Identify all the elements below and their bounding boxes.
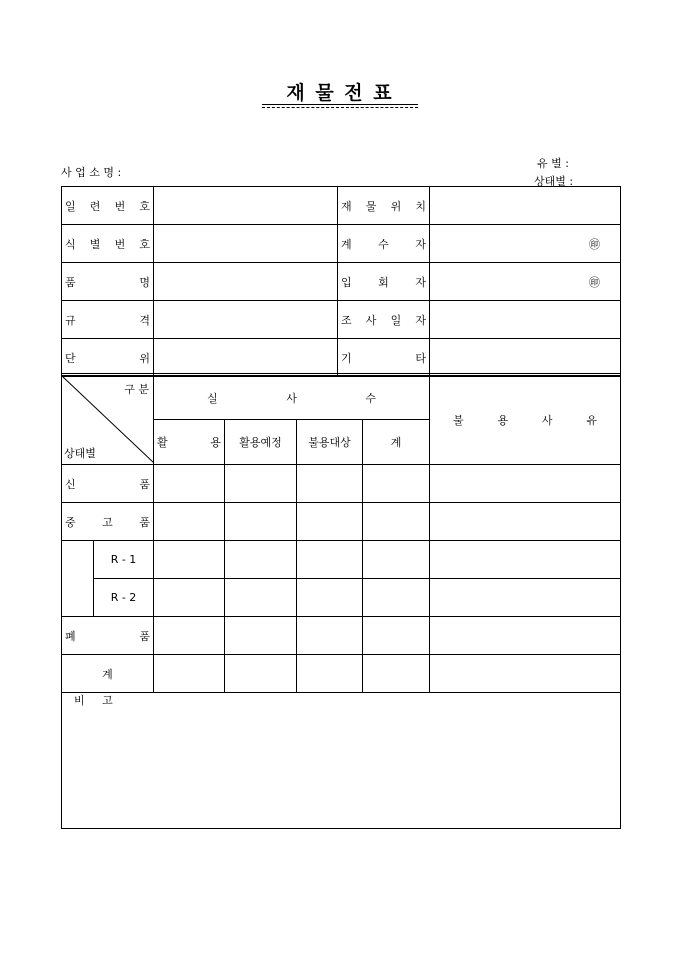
label-char: 식	[65, 237, 76, 251]
info-row	[62, 263, 621, 301]
sub-header	[154, 420, 225, 465]
value-cell[interactable]	[154, 579, 225, 617]
label-char: 규	[65, 313, 76, 327]
label-char: 자	[415, 313, 426, 327]
label-char: 단	[65, 351, 76, 365]
reason-header	[430, 375, 621, 465]
info-row	[62, 225, 621, 263]
row-label	[338, 263, 430, 301]
value-cell[interactable]	[430, 301, 621, 339]
value-cell[interactable]	[225, 655, 297, 693]
row-label	[62, 339, 154, 377]
row-label	[62, 301, 154, 339]
value-cell[interactable]	[430, 339, 621, 377]
row-label	[62, 225, 154, 263]
label-char: 기	[341, 351, 352, 365]
value-cell[interactable]	[430, 263, 621, 301]
value-cell[interactable]	[430, 465, 621, 503]
sub-header-text	[157, 434, 221, 450]
value-cell[interactable]	[363, 503, 430, 541]
value-cell[interactable]	[154, 263, 338, 301]
actual-count-header	[154, 375, 430, 420]
state-label: 상태별 :	[534, 175, 574, 188]
label-text	[341, 350, 426, 366]
label-char: 물	[365, 199, 377, 213]
header-state: 상태별	[64, 447, 96, 460]
row-label	[338, 187, 430, 225]
value-cell[interactable]	[363, 541, 430, 579]
sub-header: 불용대상	[297, 420, 363, 465]
value-cell[interactable]	[363, 579, 430, 617]
label-char: 치	[415, 199, 426, 213]
status-row	[62, 503, 621, 541]
label-char: 자	[415, 237, 426, 251]
status-row	[62, 541, 621, 579]
info-table	[61, 186, 621, 377]
value-cell[interactable]	[430, 617, 621, 655]
value-cell[interactable]	[154, 617, 225, 655]
header-gubun: 구 분	[124, 383, 149, 396]
status-row	[62, 617, 621, 655]
title-underline	[262, 104, 418, 105]
label-char: 사	[365, 313, 377, 327]
label-char: 재	[341, 199, 352, 213]
label-char: 위	[390, 199, 402, 213]
value-cell[interactable]	[225, 579, 297, 617]
sub-header: 계	[363, 420, 430, 465]
seal-mark: ㊞	[589, 237, 600, 251]
label-char: 격	[139, 313, 150, 327]
row-label	[62, 263, 154, 301]
value-cell[interactable]	[225, 541, 297, 579]
value-cell[interactable]	[154, 655, 225, 693]
label-char: 회	[378, 275, 389, 289]
reason-text	[433, 412, 617, 428]
value-cell[interactable]	[297, 465, 363, 503]
label-char: 입	[341, 275, 352, 289]
label-text	[65, 628, 150, 644]
label-char: 품	[139, 477, 150, 491]
remarks-label: 비 고	[74, 694, 113, 707]
label-char: 호	[139, 237, 150, 251]
label-text	[65, 312, 150, 328]
label-text	[65, 198, 150, 214]
label-text	[341, 198, 426, 214]
value-cell[interactable]	[430, 503, 621, 541]
row-label	[62, 187, 154, 225]
label-char: 위	[139, 351, 150, 365]
label-char: 번	[114, 237, 126, 251]
page-title: 재 물 전 표	[286, 82, 394, 104]
label-char: 조	[341, 313, 352, 327]
status-row	[62, 465, 621, 503]
row-label	[62, 617, 154, 655]
label-text	[65, 514, 150, 530]
label-char: 수	[365, 391, 377, 405]
value-cell[interactable]	[297, 617, 363, 655]
value-cell[interactable]	[154, 465, 225, 503]
value-cell[interactable]	[225, 503, 297, 541]
label-char: 신	[65, 477, 76, 491]
label-char: 자	[415, 275, 426, 289]
label-char: 품	[139, 515, 150, 529]
label-char: 활	[157, 436, 168, 449]
row-label: R - 2	[94, 579, 154, 617]
value-cell[interactable]	[154, 339, 338, 377]
status-row	[62, 579, 621, 617]
value-cell[interactable]	[430, 187, 621, 225]
value-cell[interactable]	[430, 541, 621, 579]
label-char: 중	[65, 515, 76, 529]
label-char: 수	[378, 237, 389, 251]
label-char: 일	[65, 199, 76, 213]
label-text	[65, 274, 150, 290]
business-name-label: 사 업 소 명 :	[61, 166, 122, 179]
label-char: 호	[139, 199, 150, 213]
value-cell[interactable]	[430, 579, 621, 617]
remarks-box[interactable]	[61, 688, 621, 829]
row-label	[338, 339, 430, 377]
info-row	[62, 301, 621, 339]
label-char: 일	[390, 313, 402, 327]
label-char: 명	[139, 275, 150, 289]
row-label-total: 계	[62, 655, 154, 693]
info-row	[62, 339, 621, 377]
label-text	[341, 312, 426, 328]
label-char: 용	[497, 414, 509, 427]
row-label: R - 1	[94, 541, 154, 579]
label-char: 실	[207, 391, 218, 405]
label-char: 품	[139, 629, 150, 643]
value-cell[interactable]	[154, 225, 338, 263]
label-char: 품	[65, 275, 76, 289]
value-cell[interactable]	[363, 655, 430, 693]
label-char: 번	[114, 199, 126, 213]
label-text	[65, 476, 150, 492]
value-cell[interactable]	[225, 465, 297, 503]
row-label	[62, 503, 154, 541]
value-cell[interactable]	[297, 541, 363, 579]
value-cell[interactable]	[154, 541, 225, 579]
label-char: 용	[210, 436, 221, 449]
status-table	[61, 373, 621, 693]
label-char: 불	[453, 414, 464, 427]
row-label	[62, 465, 154, 503]
value-cell[interactable]	[363, 617, 430, 655]
group-blank-cell	[62, 541, 94, 617]
value-cell[interactable]	[430, 655, 621, 693]
row-label	[338, 301, 430, 339]
value-cell[interactable]	[430, 225, 621, 263]
seal-mark: ㊞	[589, 275, 600, 289]
value-cell[interactable]	[297, 579, 363, 617]
label-char: 련	[89, 199, 101, 213]
value-cell[interactable]	[225, 617, 297, 655]
sub-header: 활용예정	[225, 420, 297, 465]
header-diagonal-cell	[62, 375, 154, 465]
label-text	[65, 236, 150, 252]
value-cell[interactable]	[363, 465, 430, 503]
actual-count-text	[157, 390, 426, 406]
label-char: 고	[102, 515, 113, 529]
value-cell[interactable]	[297, 503, 363, 541]
label-text	[341, 274, 426, 290]
info-row	[62, 187, 621, 225]
title-underline-dashed	[262, 107, 418, 108]
label-char: 계	[341, 237, 352, 251]
label-char: 타	[415, 351, 426, 365]
row-label	[338, 225, 430, 263]
label-text	[65, 350, 150, 366]
label-char: 사	[541, 414, 553, 427]
label-char: 사	[286, 391, 297, 405]
status-row	[62, 655, 621, 693]
label-char: 별	[89, 237, 101, 251]
value-cell[interactable]	[154, 503, 225, 541]
label-char: 유	[586, 414, 597, 427]
value-cell[interactable]	[154, 301, 338, 339]
value-cell[interactable]	[297, 655, 363, 693]
label-char: 폐	[65, 629, 76, 643]
label-text	[341, 236, 426, 252]
value-cell[interactable]	[154, 187, 338, 225]
category-label: 유 별 :	[537, 157, 569, 170]
